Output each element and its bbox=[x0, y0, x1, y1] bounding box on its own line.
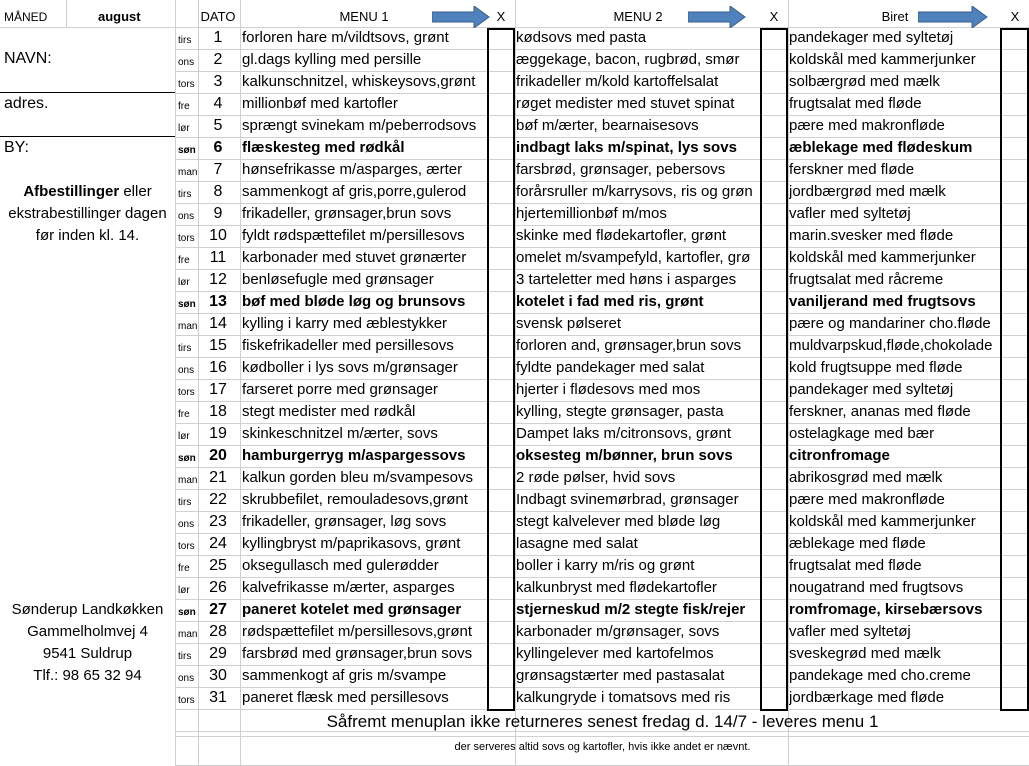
day-label: tors bbox=[178, 233, 195, 244]
month-label: MÅNED bbox=[4, 10, 48, 24]
day-label: ons bbox=[178, 211, 195, 222]
dessert-arrow-icon bbox=[918, 6, 988, 28]
menu2-dish: farsbrød, grønsager, pebersovs bbox=[516, 161, 726, 178]
adres-field[interactable] bbox=[0, 114, 175, 136]
menu1-dish: sammenkogt af gris m/svampe bbox=[242, 667, 447, 684]
dessert-dish: marin.svesker med fløde bbox=[789, 227, 954, 244]
date-number: 7 bbox=[213, 161, 223, 178]
grid-line bbox=[0, 92, 175, 93]
date-number: 29 bbox=[209, 645, 227, 662]
day-label: søn bbox=[178, 299, 196, 310]
dessert-dish: ferskner med fløde bbox=[789, 161, 915, 178]
dessert-dish: pære og mandariner cho.fløde bbox=[789, 315, 991, 332]
day-label: tors bbox=[178, 79, 195, 90]
menu2-dish: kyllingelever med kartofelmos bbox=[516, 645, 714, 662]
menu2-dish: karbonader m/grønsager, sovs bbox=[516, 623, 720, 640]
day-label: man bbox=[178, 167, 198, 178]
date-number: 25 bbox=[209, 557, 227, 574]
menu1-dish: gl.dags kylling med persille bbox=[242, 51, 422, 68]
date-number: 10 bbox=[209, 227, 227, 244]
grid-line bbox=[66, 0, 67, 28]
date-number: 21 bbox=[209, 469, 227, 486]
notice-line1 bbox=[0, 183, 175, 200]
menu1-dish: fyldt rødspættefilet m/persillesovs bbox=[242, 227, 465, 244]
menu2-dish: indbagt laks m/spinat, lys sovs bbox=[516, 139, 737, 156]
menu2-dish: fyldte pandekager med salat bbox=[516, 359, 705, 376]
day-label: tors bbox=[178, 695, 195, 706]
menu1-dish: farseret porre med grønsager bbox=[242, 381, 438, 398]
menu2-dish: kalkungryde i tomatsovs med ris bbox=[516, 689, 731, 706]
date-number: 30 bbox=[209, 667, 227, 684]
dessert-dish: koldskål med kammerjunker bbox=[789, 249, 976, 266]
menu2-dish: svensk pølseret bbox=[516, 315, 622, 332]
date-number: 12 bbox=[209, 271, 227, 288]
dessert-dish: pandekager med syltetøj bbox=[789, 29, 954, 46]
menu1-dish: fiskefrikadeller med persillesovs bbox=[242, 337, 454, 354]
day-label: tirs bbox=[178, 343, 192, 354]
day-label: søn bbox=[178, 607, 196, 618]
menu2-dish: forloren and, grønsager,brun sovs bbox=[516, 337, 742, 354]
menu1-dish: kyllingbryst m/paprikasovs, grønt bbox=[242, 535, 461, 552]
menu1-dish: skinkeschnitzel m/ærter, sovs bbox=[242, 425, 438, 442]
menu1-dish: stegt medister med rødkål bbox=[242, 403, 416, 420]
menu1-dish: skrubbefilet, remouladesovs,grønt bbox=[242, 491, 468, 508]
date-number: 24 bbox=[209, 535, 227, 552]
menu2-dish: oksesteg m/bønner, brun sovs bbox=[516, 447, 733, 464]
menu1-dish: oksegullasch med gulerødder bbox=[242, 557, 439, 574]
menu1-dish: kalvefrikasse m/ærter, asparges bbox=[242, 579, 455, 596]
day-label: fre bbox=[178, 409, 190, 420]
navn-label: NAVN: bbox=[4, 50, 52, 67]
footer-sub: der serveres altid sovs og kartofler, hvis ikke andet er nævnt. bbox=[454, 741, 751, 753]
date-number: 17 bbox=[209, 381, 227, 398]
day-label: lør bbox=[178, 277, 190, 288]
grid-line bbox=[176, 736, 1029, 737]
menu1-dish: flæskesteg med rødkål bbox=[242, 139, 405, 156]
menu2-dish: kalkunbryst med flødekartofler bbox=[516, 579, 717, 596]
day-label: man bbox=[178, 321, 198, 332]
date-number: 14 bbox=[209, 315, 227, 332]
dessert-dish: koldskål med kammerjunker bbox=[789, 51, 976, 68]
menu2-dish: kotelet i fad med ris, grønt bbox=[516, 293, 704, 310]
notice-rest: eller bbox=[119, 183, 152, 200]
date-number: 2 bbox=[213, 51, 223, 68]
dessert-dish: romfromage, kirsebærsovs bbox=[789, 601, 983, 618]
dessert-dish: æblekage med flødeskum bbox=[789, 139, 973, 156]
company-street: Gammelholmvej 4 bbox=[27, 623, 148, 640]
day-label: man bbox=[178, 475, 198, 486]
date-number: 26 bbox=[209, 579, 227, 596]
menu2-dish: boller i karry m/ris og grønt bbox=[516, 557, 695, 574]
menu1-dish: frikadeller, grønsager, løg sovs bbox=[242, 513, 447, 530]
dessert-dish: frugtsalat med fløde bbox=[789, 95, 922, 112]
dessert-dish: muldvarpskud,fløde,chokolade bbox=[789, 337, 993, 354]
menu1-dish: bøf med bløde løg og brunsovs bbox=[242, 293, 466, 310]
menu2-dish: grønsagstærter med pastasalat bbox=[516, 667, 725, 684]
dessert-dish: vafler med syltetøj bbox=[789, 205, 911, 222]
grid-line bbox=[0, 136, 175, 137]
date-number: 16 bbox=[209, 359, 227, 376]
menu1-dish: benløsefugle med grønsager bbox=[242, 271, 434, 288]
dessert-dish: kold frugtsuppe med fløde bbox=[789, 359, 963, 376]
day-label: man bbox=[178, 629, 198, 640]
by-label: BY: bbox=[4, 139, 29, 156]
dessert-dish: pære med makronfløde bbox=[789, 491, 945, 508]
date-number: 19 bbox=[209, 425, 227, 442]
menu2-dish: skinke med flødekartofler, grønt bbox=[516, 227, 727, 244]
menu1-dish: rødspættefilet m/persillesovs,grønt bbox=[242, 623, 473, 640]
date-number: 6 bbox=[213, 139, 223, 156]
date-number: 8 bbox=[213, 183, 223, 200]
menu2-x-column[interactable] bbox=[760, 28, 788, 711]
dessert-dish: ferskner, ananas med fløde bbox=[789, 403, 971, 420]
menu1-x-column[interactable] bbox=[487, 28, 515, 711]
dessert-dish: frugtsalat med fløde bbox=[789, 557, 922, 574]
day-label: tors bbox=[178, 541, 195, 552]
menu2-dish: forårsruller m/karrysovs, ris og grøn bbox=[516, 183, 753, 200]
dessert-dish: citronfromage bbox=[789, 447, 890, 464]
menu1-x-header: X bbox=[496, 9, 506, 24]
menu2-dish: kylling, stegte grønsager, pasta bbox=[516, 403, 724, 420]
dessert-dish: sveskegrød med mælk bbox=[789, 645, 941, 662]
company-city: 9541 Suldrup bbox=[42, 645, 133, 662]
day-label: lør bbox=[178, 585, 190, 596]
dessert-dish: jordbærkage med fløde bbox=[789, 689, 945, 706]
menu1-dish: kylling i karry med æblestykker bbox=[242, 315, 448, 332]
menu1-dish: paneret kotelet med grønsager bbox=[242, 601, 462, 618]
menu2-dish: stegt kalvelever med bløde løg bbox=[516, 513, 721, 530]
dessert-dish: æblekage med fløde bbox=[789, 535, 926, 552]
footer-main: Såfremt menuplan ikke returneres senest fredag d. 14/7 - leveres menu 1 bbox=[326, 712, 879, 731]
menu1-dish: kalkunschnitzel, whiskeysovs,grønt bbox=[242, 73, 476, 90]
menu2-dish: stjerneskud m/2 stegte fisk/rejer bbox=[516, 601, 746, 618]
dessert-dish: ostelagkage med bær bbox=[789, 425, 935, 442]
dessert-header: Biret bbox=[881, 9, 909, 24]
menu1-header: MENU 1 bbox=[339, 9, 389, 24]
day-label: tirs bbox=[178, 651, 192, 662]
menu2-dish: omelet m/svampefyld, kartofler, grø bbox=[516, 249, 751, 266]
menu1-dish: frikadeller, grønsager,brun sovs bbox=[242, 205, 452, 222]
menu1-dish: kødboller i lys sovs m/grønsager bbox=[242, 359, 458, 376]
menu2-dish: Indbagt svinemørbrad, grønsager bbox=[516, 491, 739, 508]
date-number: 27 bbox=[209, 601, 227, 618]
menu1-dish: kalkun gorden bleu m/svampesovs bbox=[242, 469, 473, 486]
day-label: tirs bbox=[178, 497, 192, 508]
date-number: 20 bbox=[209, 447, 227, 464]
menu2-dish: hjerter i flødesovs med mos bbox=[516, 381, 701, 398]
dessert-dish: vafler med syltetøj bbox=[789, 623, 911, 640]
dessert-dish: nougatrand med frugtsovs bbox=[789, 579, 964, 596]
date-number: 23 bbox=[209, 513, 227, 530]
menu2-x-header: X bbox=[769, 9, 779, 24]
date-number: 22 bbox=[209, 491, 227, 508]
day-label: ons bbox=[178, 519, 195, 530]
dessert-dish: koldskål med kammerjunker bbox=[789, 513, 976, 530]
dessert-dish: pære med makronfløde bbox=[789, 117, 945, 134]
date-number: 18 bbox=[209, 403, 227, 420]
menu2-dish: æggekage, bacon, rugbrød, smør bbox=[516, 51, 740, 68]
day-label: fre bbox=[178, 101, 190, 112]
date-number: 3 bbox=[213, 73, 223, 90]
menu2-arrow-icon bbox=[688, 6, 746, 28]
date-number: 1 bbox=[213, 29, 223, 46]
menu2-dish: hjertemillionbøf m/mos bbox=[516, 205, 667, 222]
date-number: 15 bbox=[209, 337, 227, 354]
menu2-dish: 2 røde pølser, hvid sovs bbox=[516, 469, 676, 486]
day-label: tirs bbox=[178, 35, 192, 46]
menu1-dish: sprængt svinekam m/peberrodsovs bbox=[242, 117, 477, 134]
menu2-dish: lasagne med salat bbox=[516, 535, 638, 552]
adres-label: adres. bbox=[4, 95, 49, 112]
day-label: tors bbox=[178, 387, 195, 398]
menu1-dish: hamburgerryg m/aspargessovs bbox=[242, 447, 466, 464]
dessert-dish: abrikosgrød med mælk bbox=[789, 469, 943, 486]
day-label: tirs bbox=[178, 189, 192, 200]
month-value: august bbox=[98, 9, 141, 24]
day-label: fre bbox=[178, 563, 190, 574]
menu2-dish: røget medister med stuvet spinat bbox=[516, 95, 735, 112]
menu2-dish: Dampet laks m/citronsovs, grønt bbox=[516, 425, 732, 442]
dessert-x-column[interactable] bbox=[1000, 28, 1029, 711]
menu1-dish: karbonader med stuvet grønærter bbox=[242, 249, 467, 266]
day-label: ons bbox=[178, 57, 195, 68]
menu2-dish: bøf m/ærter, bearnaisesovs bbox=[516, 117, 699, 134]
dessert-dish: jordbærgrød med mælk bbox=[789, 183, 946, 200]
dessert-dish: solbærgrød med mælk bbox=[789, 73, 940, 90]
menu2-dish: 3 tarteletter med høns i asparges bbox=[516, 271, 737, 288]
notice-bold: Afbestillinger bbox=[23, 183, 120, 200]
by-field[interactable] bbox=[0, 158, 175, 180]
dessert-dish: frugtsalat med råcreme bbox=[789, 271, 944, 288]
date-number: 4 bbox=[213, 95, 223, 112]
dessert-dish: pandekager med syltetøj bbox=[789, 381, 954, 398]
date-number: 9 bbox=[213, 205, 223, 222]
menu1-dish: hønsefrikasse m/asparges, ærter bbox=[242, 161, 463, 178]
menu1-dish: forloren hare m/vildtsovs, grønt bbox=[242, 29, 449, 46]
date-number: 28 bbox=[209, 623, 227, 640]
dessert-x-header: X bbox=[1010, 9, 1020, 24]
day-label: ons bbox=[178, 673, 195, 684]
day-label: fre bbox=[178, 255, 190, 266]
menu1-dish: millionbøf med kartofler bbox=[242, 95, 398, 112]
day-label: søn bbox=[178, 453, 196, 464]
company-phone: Tlf.: 98 65 32 94 bbox=[33, 667, 142, 684]
menu1-dish: sammenkogt af gris,porre,gulerod bbox=[242, 183, 467, 200]
menu2-header: MENU 2 bbox=[613, 9, 663, 24]
grid-line bbox=[176, 709, 1029, 710]
date-number: 13 bbox=[209, 293, 227, 310]
notice-line2: ekstrabestillinger dagen bbox=[8, 205, 167, 222]
company-name: Sønderup Landkøkken bbox=[11, 601, 164, 618]
menu2-dish: kødsovs med pasta bbox=[516, 29, 647, 46]
menu1-dish: farsbrød med grønsager,brun sovs bbox=[242, 645, 473, 662]
date-number: 5 bbox=[213, 117, 223, 134]
date-header: DATO bbox=[200, 9, 236, 24]
navn-field[interactable] bbox=[0, 70, 175, 92]
notice-line3: før inden kl. 14. bbox=[35, 227, 140, 244]
menu2-dish: frikadeller m/kold kartoffelsalat bbox=[516, 73, 719, 90]
date-number: 11 bbox=[209, 249, 227, 266]
day-label: lør bbox=[178, 431, 190, 442]
date-number: 31 bbox=[209, 689, 227, 706]
dessert-dish: vaniljerand med frugtsovs bbox=[789, 293, 976, 310]
dessert-dish: pandekage med cho.creme bbox=[789, 667, 971, 684]
day-label: ons bbox=[178, 365, 195, 376]
menu1-arrow-icon bbox=[432, 6, 490, 28]
day-label: lør bbox=[178, 123, 190, 134]
menu1-dish: paneret flæsk med persillesovs bbox=[242, 689, 449, 706]
day-label: søn bbox=[178, 145, 196, 156]
